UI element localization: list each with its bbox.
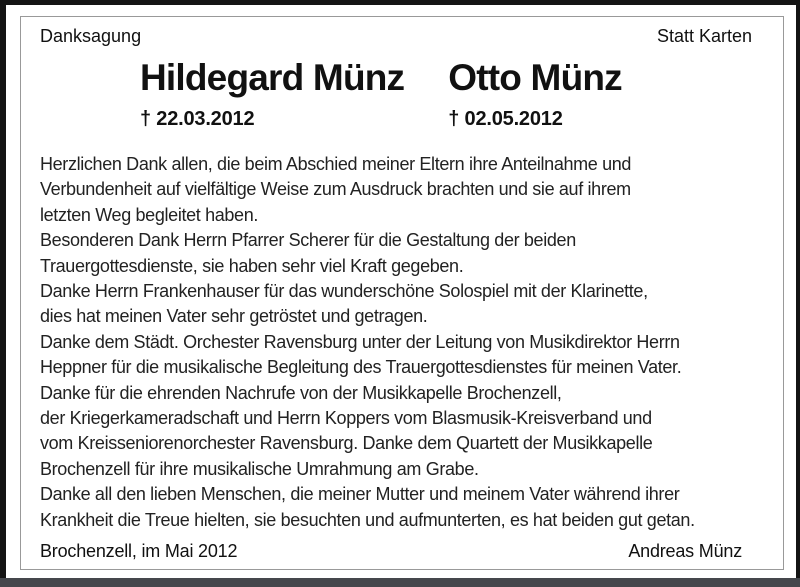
signature-name: Andreas Münz xyxy=(628,541,742,561)
body-line: Danke dem Städt. Orchester Ravensburg unter der Leitung von Musikdirektor Herrn xyxy=(40,331,680,352)
body-line: Heppner für die musikalische Begleitung des Trauergottesdienstes für meinen Vater. xyxy=(40,357,682,378)
body-line: Danke all den lieben Menschen, die meiner Mutter und meinem Vater während ihrer xyxy=(40,484,680,505)
deceased-names-section xyxy=(140,56,622,131)
notice-footer-row xyxy=(40,541,742,562)
person-name: Otto Münz xyxy=(448,57,622,98)
body-line: Trauergottesdienste, sie haben sehr viel Kraft gegeben. xyxy=(40,255,464,276)
notice-type-label: Danksagung xyxy=(40,26,142,46)
body-line: Herzlichen Dank allen, die beim Abschied meiner Eltern ihre Anteilnahme und xyxy=(40,154,632,174)
person-name: Hildegard Münz xyxy=(140,57,405,98)
body-line: vom Kreisseniorenorchester Ravensburg. Danke dem Quartett der Musikkapelle xyxy=(40,433,653,454)
bottom-divider-bar xyxy=(0,578,800,587)
body-line: Danke für die ehrenden Nachrufe von der Musikkapelle Brochenzell, xyxy=(40,382,562,403)
body-line: dies hat meinen Vater sehr getröstet und getragen. xyxy=(40,306,428,327)
body-line: letzten Weg begleitet haben. xyxy=(40,204,259,225)
body-line: Verbundenheit auf vielfältige Weise zum Ausdruck brachten und sie auf ihrem xyxy=(40,179,631,200)
body-line: Danke Herrn Frankenhauser für das wunderschöne Solospiel mit der Klarinette, xyxy=(40,281,648,302)
death-date: † 22.03.2012 xyxy=(140,108,255,130)
acknowledgment-body-text xyxy=(40,152,695,533)
body-line: der Kriegerkameradschaft und Herrn Koppers vom Blasmusik-Kreisverband und xyxy=(40,408,652,429)
body-line: Krankheit die Treue hielten, sie besuchten und aufmunterten, es hat beiden gut getan. xyxy=(40,509,695,530)
notice-header-row xyxy=(40,26,752,47)
person-block-hildegard xyxy=(140,56,404,131)
statt-karten-label: Statt Karten xyxy=(656,26,752,46)
body-line: Brochenzell für ihre musikalische Umrahmung am Grabe. xyxy=(40,458,479,479)
body-line: Besonderen Dank Herrn Pfarrer Scherer für die Gestaltung der beiden xyxy=(40,230,576,251)
place-date: Brochenzell, im Mai 2012 xyxy=(40,541,238,561)
person-block-otto xyxy=(448,56,622,131)
death-date: † 02.05.2012 xyxy=(448,108,563,130)
